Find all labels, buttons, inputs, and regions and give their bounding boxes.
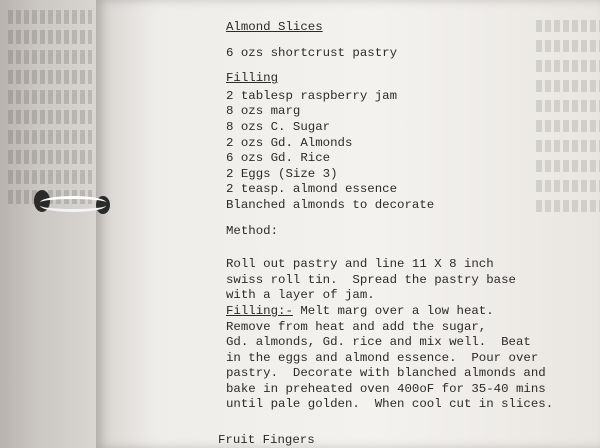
ingredient-list [226,89,586,214]
next-recipe-title: Fruit Fingers [218,433,315,447]
method-line [226,304,586,320]
method-line: swiss roll tin. Spread the pastry base [226,272,516,287]
pastry-line: 6 ozs shortcrust pastry [226,45,398,60]
ingredient-item: 2 Eggs (Size 3) [226,166,338,181]
binding-string [40,199,106,212]
method-text [226,257,586,413]
method-line: Roll out pastry and line 11 X 8 inch [226,257,494,272]
ingredient-item: 2 teasp. almond essence [226,182,398,197]
ingredient-item: 2 tablesp raspberry jam [226,88,398,103]
ingredient-item: 6 ozs Gd. Rice [226,151,331,166]
filling-label: Filling:- [226,303,293,318]
method-line: until pale golden. When cool cut in slices. [226,397,554,412]
ingredient-item: 8 ozs marg [226,104,301,119]
method-line: bake in preheated oven 400oF for 35-40 mins [226,381,546,396]
ingredient-item: 2 ozs Gd. Almonds [226,135,353,150]
method-line: Remove from heat and add the sugar, [226,319,487,334]
ingredient-item: 8 ozs C. Sugar [226,119,331,134]
method-line: pastry. Decorate with blanched almonds and [226,366,546,381]
method-heading: Method: [226,223,279,238]
left-page-bleed-through [8,10,92,310]
filling-first-text: Melt marg over a low heat. [292,303,494,318]
filling-heading: Filling [226,71,279,86]
ingredient-item: Blanched almonds to decorate [226,197,435,212]
left-page [0,0,96,448]
method-line: in the eggs and almond essence. Pour over [226,350,539,365]
method-line: Gd. almonds, Gd. rice and mix well. Beat [226,335,531,350]
recipe-document [226,20,586,413]
method-line: with a layer of jam. [226,288,375,303]
recipe-title: Almond Slices [226,20,323,34]
